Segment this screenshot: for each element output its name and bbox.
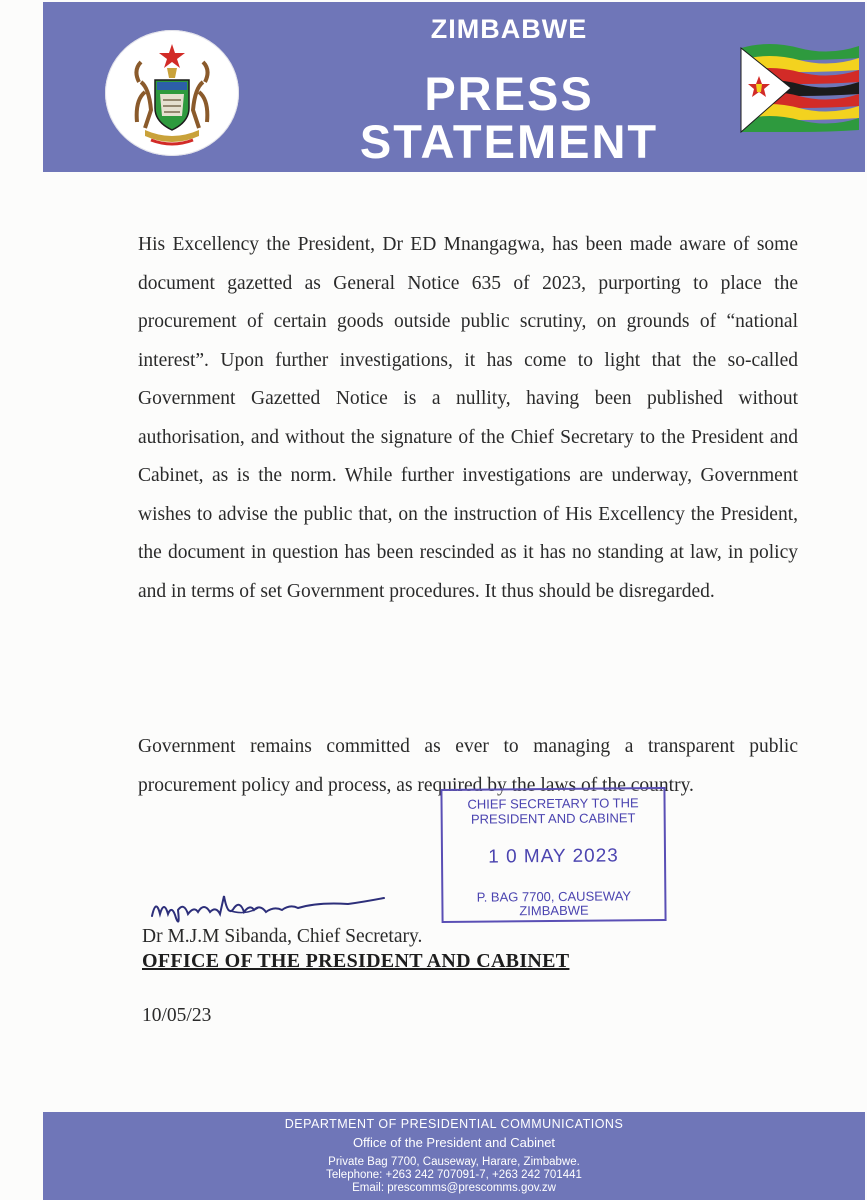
zimbabwe-flag-icon [739,38,861,138]
footer-address: Private Bag 7700, Causeway, Harare, Zimbabwe. [328,1156,580,1168]
stamp-address [443,889,664,919]
header-title [323,67,695,168]
stamp-address1: P. BAG 7700, CAUSEWAY [476,888,632,905]
stamp-line2: PRESIDENT AND CABINET [470,810,636,827]
statement-paragraph-2: Government remains committed as ever to managing a transparent public procurement policy and process, as required by the laws of the country. [138,736,798,796]
office-title: OFFICE OF THE PRESIDENT AND CABINET [142,950,570,972]
header-title-line1: PRESS [424,67,594,120]
statement-date: 10/05/23 [142,1005,212,1026]
footer-telephone: Telephone: +263 242 707091-7, +263 242 701441 [326,1169,582,1181]
stamp-address2: ZIMBABWE [519,902,589,919]
statement-paragraph-1: His Excellency the President, Dr ED Mnangagwa, has been made aware of some document gazetted as General Notice 635 of 2023, purporting to place the procurement of certain goods outside public scrutiny, on grounds of “national interest”. Upon further investigations, it has come to light that the so-called Government Gazetted Notice is a nullity, having been published without authorisation, and without the signature of the Chief Secretary to the President and Cabinet, as is the norm. While further investigations are underway, Government wishes to advise the public that, on the instruction of His Excellency the President, the document in question has been rescinded as it has no standing at law, in policy and in terms of set Government procedures. It thus should be disregarded. [138,234,798,602]
official-stamp [440,787,666,923]
header-country: ZIMBABWE [430,14,588,44]
footer-office: Office of the President and Cabinet [352,1135,556,1150]
stamp-heading [442,795,663,827]
footer-email: Email: prescomms@prescomms.gov.zw [352,1182,556,1194]
stamp-date: 1 0 MAY 2023 [488,845,619,868]
coat-of-arms-icon [105,30,239,156]
header-banner [43,2,865,172]
footer-department: DEPARTMENT OF PRESIDENTIAL COMMUNICATIONS [284,1117,624,1131]
header-title-line2: STATEMENT [359,115,659,168]
signer-name: Dr M.J.M Sibanda, Chief Secretary. [142,926,423,947]
handwritten-signature [148,888,388,928]
coat-of-arms-emblem [105,30,239,156]
footer-banner [43,1112,865,1200]
stamp-line1: CHIEF SECRETARY TO THE [467,795,639,812]
